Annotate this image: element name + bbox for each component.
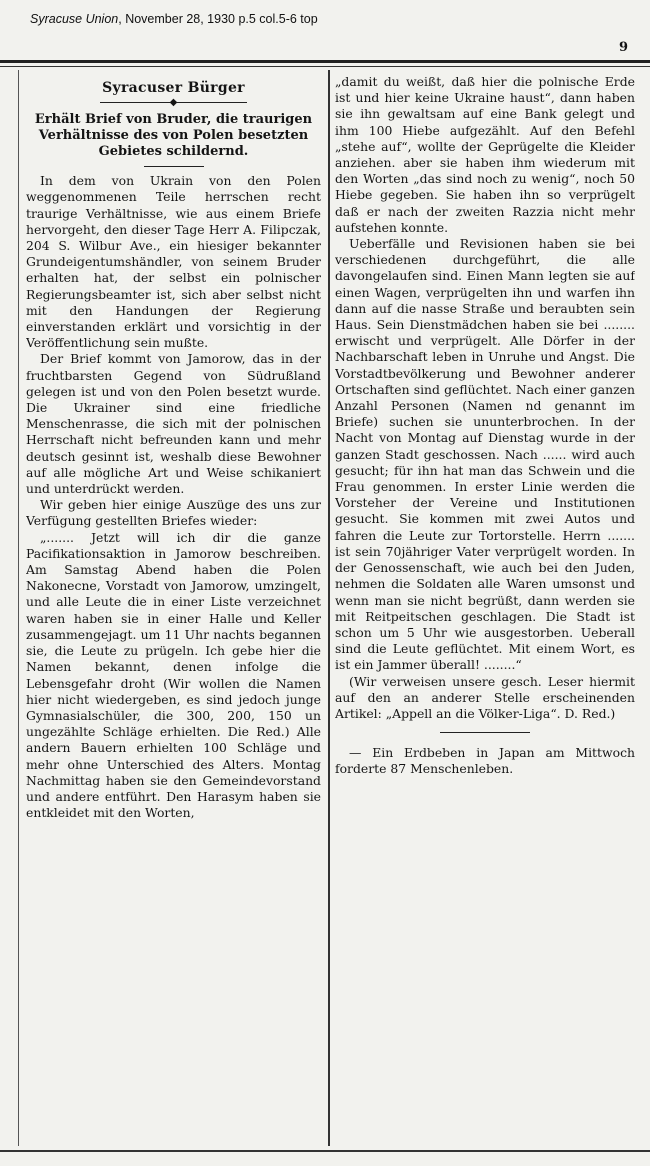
- column-divider: [328, 70, 330, 1146]
- closing-rule: [440, 732, 530, 733]
- paragraph: Der Brief kommt von Jamorow, das in der fruchtbarsten Gegend von Südrußland gelegen ist und von den Polen besetzt wurde. Die Ukrainer sind eine friedliche Menschenrasse, die sich mit der polnischen Herrschaft nicht befreunden kann und mehr deutsch gesinnt ist, weshalb diese Bewohner auf alle mögliche Art und Weise schikaniert und unterdrückt werden.: [26, 351, 321, 497]
- bottom-note: — Ein Erdbeben in Japan am Mittwoch forderte 87 Menschenleben.: [335, 745, 635, 777]
- article-header: Syracuser Bürger: [102, 80, 245, 96]
- left-column: [26, 74, 321, 1142]
- paragraph: Ueberfälle und Revisionen haben sie bei verschiedenen durchgeführt, die alle davongelaufen sind. Einen Mann legten sie auf einen Wagen, verprügelten ihn und warfen ihn dann auf die nasse Straße und beraubten sein Haus. Sein Dienstmädchen haben sie bei ........ erwischt und verprügelt. Alle Dörfer in der Nachbarschaft leben in Unruhe und Angst. Die Vorstadtbevölkerung und Bewohner anderer Ortschaften sind geflüchtet. Nach einer ganzen Anzahl Personen (Namen nd genannt im Briefe) suchen sie ununterbrochen. In der Nacht von Montag auf Dienstag wurde in der ganzen Stadt geschossen. Nach ...... wird auch gesucht; für ihn hat man das Schwein und die Frau genommen. In erster Linie werden die Vorsteher der Vereine und Institutionen gesucht. Sie kommen mit zwei Autos und fahren die Leute zur Tortorstelle. Herrn ....... ist sein 70jähriger Vater verprügelt worden. In der Genossenschaft, wie auch bei den Juden, nehmen die Soldaten alle Waren umsonst und wenn man sie nicht begrüßt, dann werden sie mit Reitpeitschen geschlagen. Die Stadt ist schon um 5 Uhr wie ausgestorben. Ueberall sind die Leute geflüchtet. Mit einem Wort, es ist ein Jammer überall! ........“: [335, 236, 635, 673]
- caption-publication: Syracuse Union: [30, 12, 119, 26]
- top-rule-thin: [0, 66, 650, 67]
- right-column: [335, 74, 635, 1142]
- article-subhead: Erhält Brief von Bruder, die traurigen Verhältnisse des von Polen besetzten Gebietes schildernd.: [34, 112, 313, 160]
- paragraph: „damit du weißt, daß hier die polnische Erde ist und hier keine Ukraine haust“, dann haben sie ihn gewaltsam auf eine Bank gelegt und ihm 100 Hiebe aufgezählt. Auf den Befehl „stehe auf“, wollte der Geprügelte die Kleider anziehen. aber sie haben ihm wiederum mit den Worten „das sind noch zu wenig“, noch 50 Hiebe gegeben. Sie haben ihn so verprügelt daß er nach der zweiten Razzia nicht mehr aufstehen konnte.: [335, 74, 635, 235]
- header-ornament: ◆: [26, 98, 321, 108]
- left-column-rule: [18, 70, 19, 1146]
- image-caption: [30, 12, 318, 26]
- bottom-rule: [0, 1150, 650, 1152]
- caption-details: , November 28, 1930 p.5 col.5-6 top: [118, 12, 318, 26]
- paragraph: „....... Jetzt will ich dir die ganze Pacifikationsaktion in Jamorow beschreiben. Am Samstag Abend haben die Polen Nakonecne, Vorstadt von Jamorow, umzingelt, und alle Leute die in einer Liste verzeichnet waren haben sie in einer Halle und Keller zusammengejagt. um 11 Uhr nachts begannen sie, die Leute zu prügeln. Ich gebe hier die Namen bekannt, denen infolge die Lebensgefahr droht (Wir wollen die Namen hier nicht wiedergeben, es sind jedoch junge Gymnasialschüler, die 300, 200, 150 un ungezählte Schläge erhielten. Die Red.) Alle andern Bauern erhielten 100 Schläge und mehr ohne Unterschied des Alters. Montag Nachmittag haben sie den Gemeindevorstand und andere entführt. Den Harasym haben sie entkleidet mit den Worten,: [26, 529, 321, 821]
- top-rule: [0, 60, 650, 63]
- subhead-rule: [144, 166, 204, 167]
- paragraph: (Wir verweisen unsere gesch. Leser hiermit auf den an anderer Stelle erscheinenden Artikel: „Appell an die Völker-Liga“. D. Red.): [335, 673, 635, 721]
- paragraph: Wir geben hier einige Auszüge des uns zur Verfügung gestellten Briefes wieder:: [26, 497, 321, 529]
- page-number: 9: [618, 40, 628, 55]
- paragraph: In dem von Ukrain von den Polen weggenommenen Teile herrschen recht traurige Verhältnisse, wie aus einem Briefe hervorgeht, den dieser Tage Herr A. Filipczak, 204 S. Wilbur Ave., ein hiesiger bekannter Grundeigentumshändler, von seinem Bruder erhalten hat, der selbst ein polnischer Regierungsbeamter ist, sich aber selbst nicht mit den Handungen der Regierung einverstanden erklärt und vorsichtig in der Veröffentlichung sein mußte.: [26, 173, 321, 351]
